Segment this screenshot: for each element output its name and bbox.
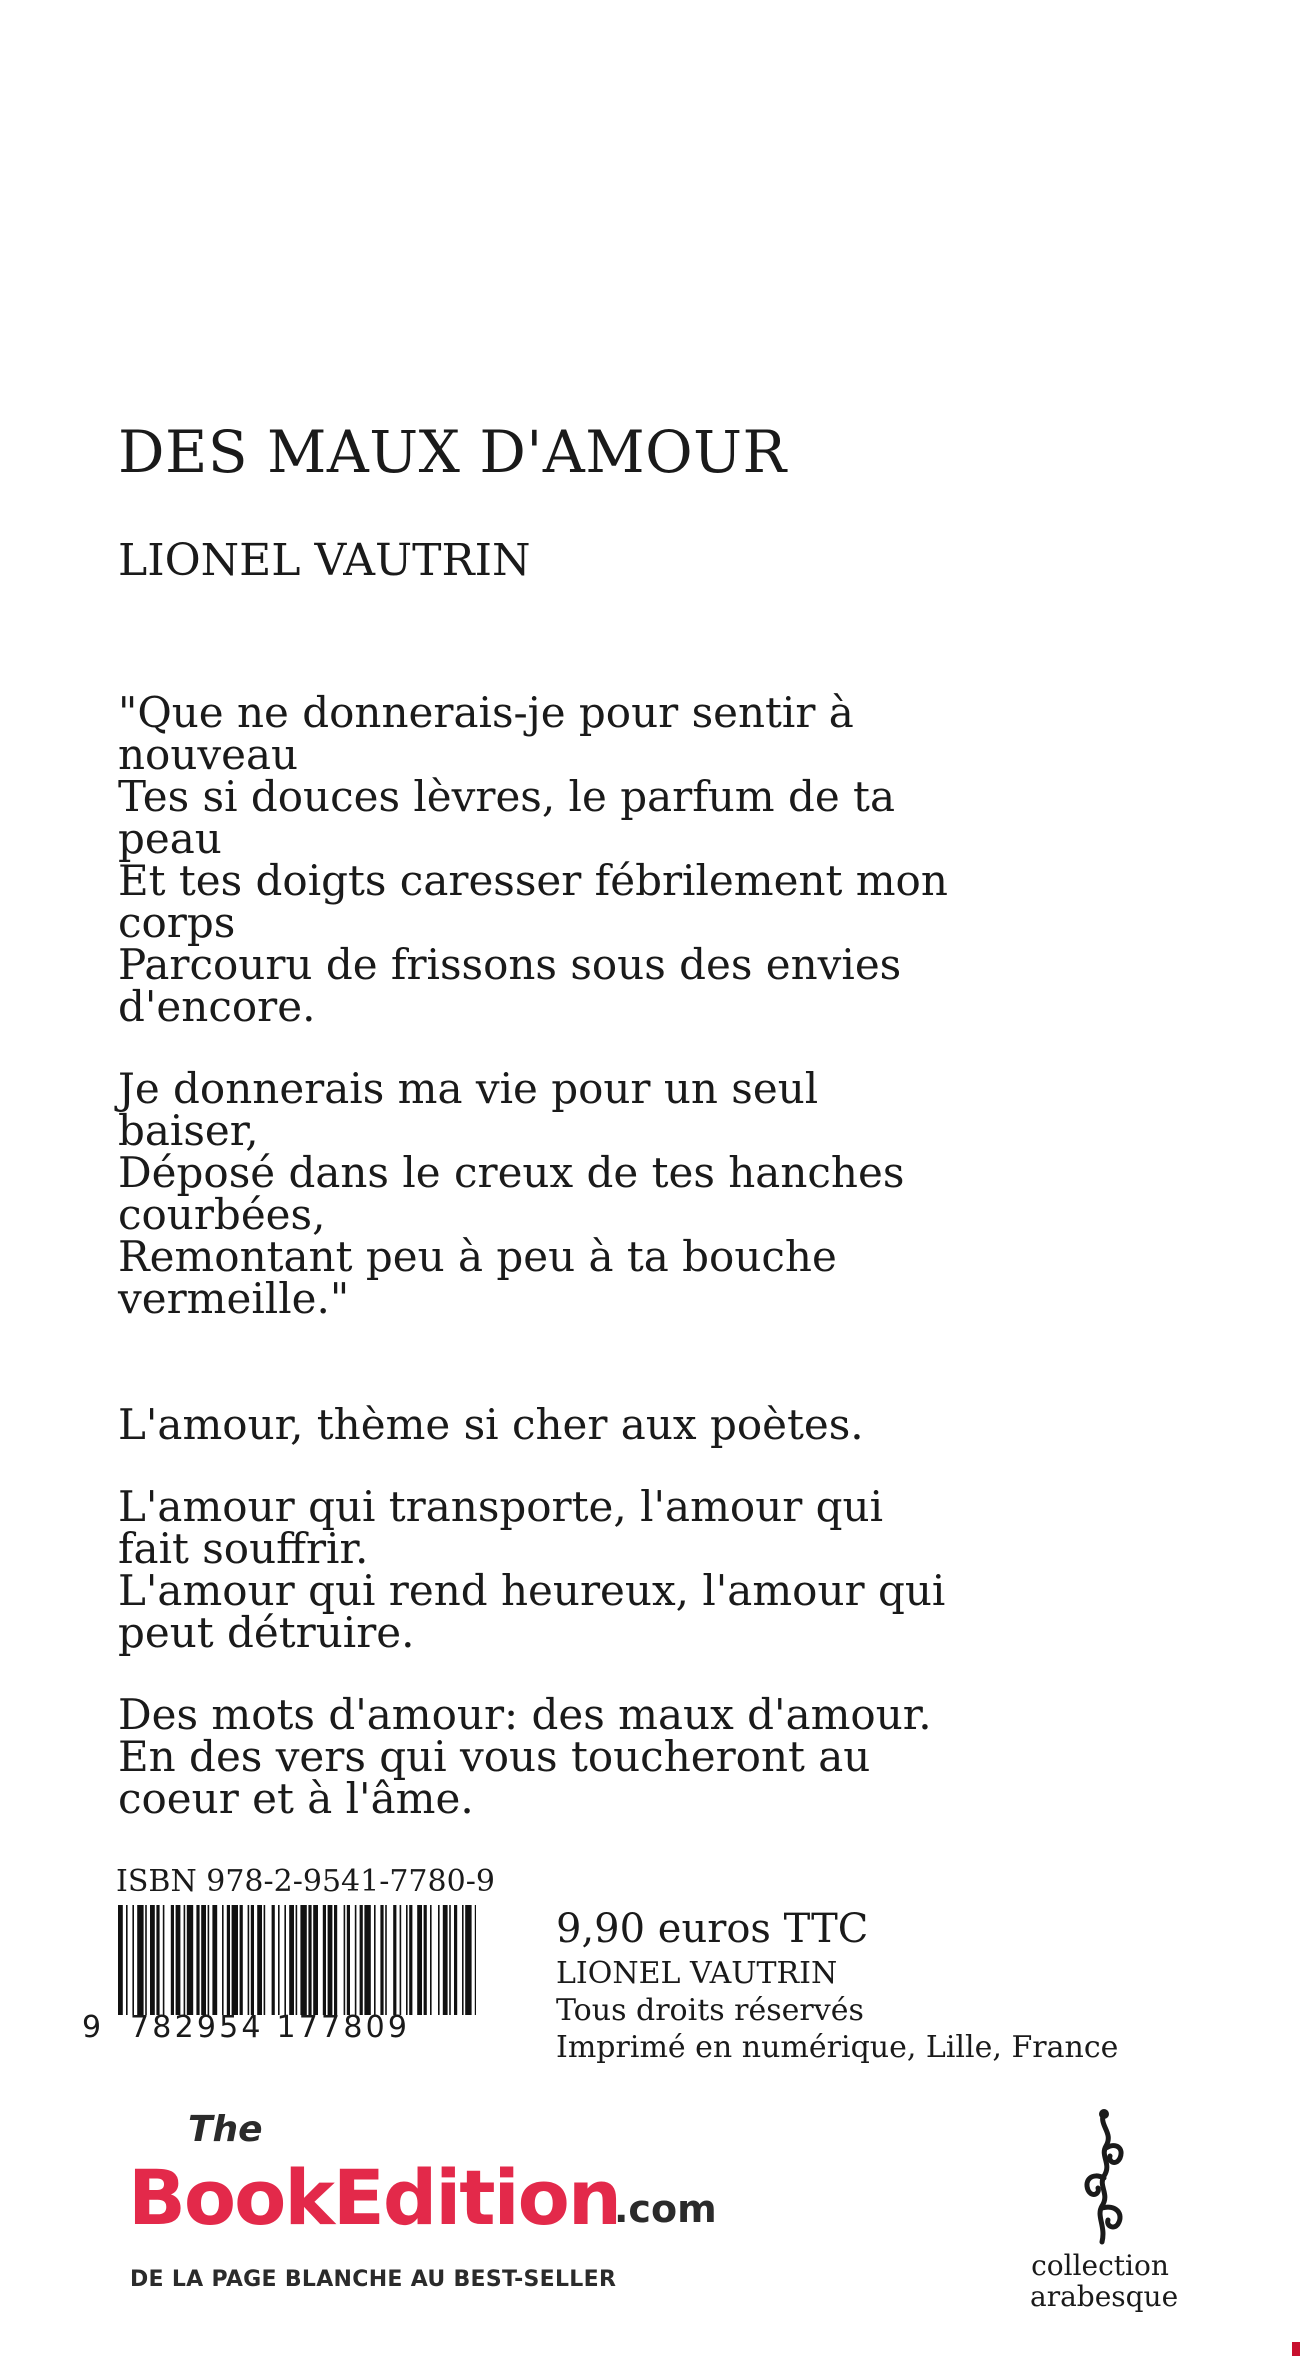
- barcode-bar: [438, 1905, 440, 2015]
- barcode-bar: [201, 1905, 206, 2015]
- barcode-bar: [449, 1905, 451, 2015]
- blurb-line: courbées,: [118, 1190, 326, 1239]
- collection-line-1: collection: [1031, 2249, 1169, 2282]
- barcode-bar: [328, 1905, 333, 2015]
- blurb-line: En des vers qui vous toucheront au: [118, 1732, 871, 1781]
- logo-the: The: [188, 2109, 263, 2150]
- barcode-bar: [137, 1905, 143, 2015]
- barcode-bar: [334, 1905, 337, 2015]
- blurb-line: peau: [118, 814, 222, 863]
- poem-stanza-2: [118, 1064, 978, 1323]
- barcode-bar: [360, 1905, 363, 2015]
- barcode-bar: [374, 1905, 376, 2015]
- logo-name: BookEdition: [128, 2153, 620, 2242]
- book-title: DES MAUX D'AMOUR: [118, 418, 787, 486]
- barcode-bar: [289, 1905, 294, 2015]
- barcode-bar: [462, 1905, 464, 2015]
- barcode-bar: [251, 1905, 254, 2015]
- isbn-barcode: [118, 1905, 476, 2015]
- barcode-bar: [150, 1905, 155, 2015]
- barcode-bar: [313, 1905, 318, 2015]
- closing-paragraph: [118, 1690, 978, 1823]
- barcode-bar: [222, 1905, 224, 2015]
- barcode-bar: [156, 1905, 159, 2015]
- barcode-bar: [278, 1905, 280, 2015]
- logo-domain: .com: [614, 2187, 717, 2231]
- barcode-bar: [409, 1905, 412, 2015]
- barcode-bar: [272, 1905, 275, 2015]
- blurb-line: L'amour qui rend heureux, l'amour qui: [118, 1566, 946, 1615]
- barcode-bar: [475, 1905, 476, 2015]
- blurb-line: corps: [118, 898, 236, 947]
- barcode-bar: [344, 1905, 346, 2015]
- barcode-bar: [126, 1905, 128, 2015]
- back-cover-blurb: [118, 688, 978, 1823]
- blurb-line: L'amour qui transporte, l'amour qui: [118, 1482, 884, 1531]
- barcode-bar: [184, 1905, 186, 2015]
- blurb-line: Remontant peu à peu à ta bouche: [118, 1232, 837, 1281]
- barcode-bar: [176, 1905, 181, 2015]
- barcode-bar: [430, 1905, 432, 2015]
- isbn-label: ISBN 978-2-9541-7780-9: [116, 1864, 495, 1899]
- blurb-line: coeur et à l'âme.: [118, 1774, 474, 1823]
- blurb-line: Déposé dans le creux de tes hanches: [118, 1148, 905, 1197]
- barcode-bar: [264, 1905, 266, 2015]
- barcode-digits: 782954 177809: [130, 2010, 411, 2045]
- barcode-bar: [364, 1905, 370, 2015]
- collection-line-2: arabesque: [1030, 2280, 1179, 2313]
- bookedition-logo: [128, 2107, 717, 2307]
- blurb-line: peut détruire.: [118, 1608, 415, 1657]
- barcode-bar: [212, 1905, 217, 2015]
- barcode-first-digit: 9: [82, 2010, 102, 2045]
- barcode-bar: [406, 1905, 408, 2015]
- blurb-line: Et tes doigts caresser fébrilement mon: [118, 856, 948, 905]
- blurb-line: L'amour, thème si cher aux poètes.: [118, 1400, 864, 1449]
- barcode-bar: [171, 1905, 174, 2015]
- blurb-line: vermeille.": [118, 1274, 350, 1323]
- poem-stanza-1: [118, 688, 978, 1031]
- barcode-bar: [132, 1905, 134, 2015]
- barcode-bar: [227, 1905, 230, 2015]
- publication-info: [556, 1955, 1118, 2066]
- barcode-bar: [380, 1905, 383, 2015]
- blurb-line: fait souffrir.: [118, 1524, 369, 1573]
- barcode-bar: [424, 1905, 427, 2015]
- blurb-line: "Que ne donnerais-je pour sentir à: [118, 688, 854, 737]
- barcode-bar: [187, 1905, 193, 2015]
- logo-tagline: DE LA PAGE BLANCHE AU BEST-SELLER: [130, 2267, 617, 2292]
- barcode-bar: [248, 1905, 250, 2015]
- barcode-bar: [145, 1905, 147, 2015]
- corner-mark: [1292, 2342, 1300, 2356]
- barcode-bar: [347, 1905, 350, 2015]
- barcode-bar: [417, 1905, 422, 2015]
- blurb-line: nouveau: [118, 730, 299, 779]
- arabesque-ornament-icon: [1058, 2108, 1148, 2248]
- barcode-bar: [465, 1905, 471, 2015]
- blurb-line: Parcouru de frissons sous des envies: [118, 940, 902, 989]
- barcode-bar: [284, 1905, 286, 2015]
- barcode-bar: [196, 1905, 199, 2015]
- barcode-bar: [296, 1905, 298, 2015]
- barcode-bar: [118, 1905, 123, 2015]
- blurb-line: d'encore.: [118, 982, 316, 1031]
- blurb-line: Je donnerais ma vie pour un seul: [118, 1064, 819, 1113]
- blurb-line: Tes si douces lèvres, le parfum de ta: [118, 772, 895, 821]
- barcode-bar: [257, 1905, 262, 2015]
- printing-info: Imprimé en numérique, Lille, France: [556, 2030, 1119, 2065]
- collection-label: [1030, 2249, 1179, 2313]
- barcode-bar: [443, 1905, 448, 2015]
- barcode-bar: [300, 1905, 306, 2015]
- rights-notice: Tous droits réservés: [556, 1993, 864, 2028]
- barcode-bar: [232, 1905, 238, 2015]
- barcode-bar: [385, 1905, 387, 2015]
- barcode-bar: [393, 1905, 396, 2015]
- barcode-bar: [454, 1905, 457, 2015]
- barcode-bar: [400, 1905, 402, 2015]
- love-paragraph: [118, 1482, 978, 1657]
- rights-holder: LIONEL VAUTRIN: [556, 1956, 838, 1991]
- barcode-bar: [308, 1905, 311, 2015]
- barcode-bar: [240, 1905, 243, 2015]
- price: 9,90 euros TTC: [556, 1906, 869, 1952]
- blurb-line: Des mots d'amour: des maux d'amour.: [118, 1690, 932, 1739]
- barcode-bar: [355, 1905, 357, 2015]
- barcode-bar: [208, 1905, 210, 2015]
- barcode-bar: [163, 1905, 165, 2015]
- blurb-line: baiser,: [118, 1106, 259, 1155]
- theme-paragraph: [118, 1400, 978, 1449]
- barcode-bar: [323, 1905, 326, 2015]
- book-author: LIONEL VAUTRIN: [118, 535, 531, 586]
